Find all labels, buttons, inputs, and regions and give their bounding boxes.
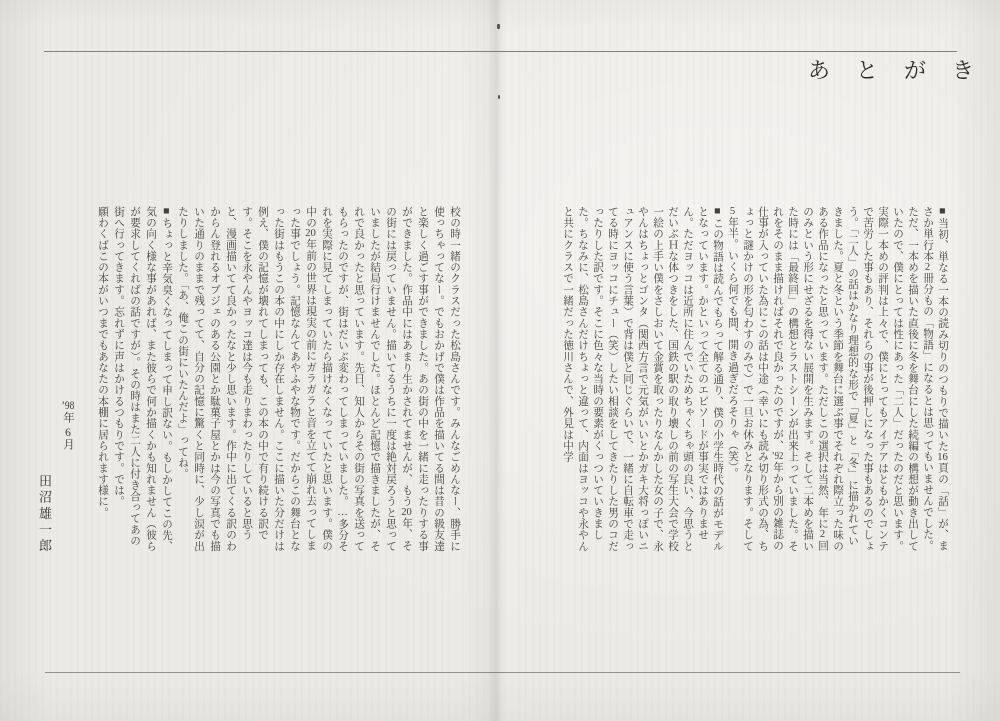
afterword-text-left-page bbox=[52, 206, 462, 554]
signature-date: ’98年6月 bbox=[61, 400, 75, 454]
paragraph: 校の時一緒のクラスだった松島さんです。みんなごめんなー、勝手に使っちゃってなー。でもおかげで僕は作品を描いてる間は昔の級友達と楽しく過ごす事ができました。あの街の中を一緒に走ったりする事ができました。作品中にはあまり生かされてませんが、もう20年、その街には戻っていません。描いてるうちに一度は絶対戻ろうと思っていましたが結局行けませんでした。ほとんど記憶で描きましたが、それで良かったと思っています。先日、知人からその街の写真を送ってもらったのですが、街はだいぶ変わってしまっていました。…多分それを実際に見てしまっていたら描けなくなっていたと思います。僕の中の20年前の世界は現実の前にガラガラと音を立てて崩れ去ってしまった事でしょう。記憶なんてあやふやな物です。だからこの舞台となった街はもうこの本の中にしか存在しません。ここに描いた分だけは例え、僕の記憶が壊れてしまっても、この本の中で有り続ける訳です。そこを永やんやヨッコ達は今も走りまわったりしていると思うと、漫画描いてて良かったなと少し思います。作中に出てくる訳のわからん登れるオブジェのある公園とか駄菓子屋とかは今の写真でも描いた通りのままで残ってて、自分の記憶に驚くと同時に、少し涙が出たりしました。「あ、俺この街にいたんだよ」ってね。 bbox=[177, 206, 460, 553]
afterword-text-right-page bbox=[540, 206, 950, 554]
paragraph: 願わくばこの本がいつまでもあなたの本棚に居られます様に。 bbox=[97, 206, 108, 519]
scan-speck bbox=[498, 95, 500, 99]
afterword-title: あとがき bbox=[808, 58, 1000, 83]
page-gutter-shadow bbox=[488, 0, 506, 721]
signature-author-name: 田沼雄一郎 bbox=[37, 474, 52, 555]
paragraph: ■この物語は読んでもらって解る通り、僕の小学生時代の話がモデルとなっています。かといって全てのエピソードが事実ではありません。ただヨッコは近所に住んでいためちゃくちゃ頭の良い、今思うとだいぶＨな体つきをした、国鉄の駅の取り壊しの前の写生大会で学校一絵の上手い僕をさしおいて金賞を取ったりなんかした女の子で、永やんはちょっとゴンタ（関西方言で元気がいいとかガキ大将っぽいニュアンスに使う言葉）で背は僕と同じぐらいで、一緒に自転車で走ってる時にヨッコにチュー（笑）したい相談をしてきたりした男のコだったりした訳です。そこに色々な当時の要素がくっついていきました。ちなみに、松島さんだけちょっと違って、内面はヨッコや永やんと共にクラスで一緒だった徳川さんで、外見は中学 bbox=[562, 206, 723, 553]
paragraph: ■ちょっと辛気臭くなってしまって申し訳ない。もしかしてこの先、気の向く様な事があれば、また彼らで何か描くかも知れません（彼らが要求してくればの話ですが）。その時はまた二人に付き合ってあの街へ行ってきます。忘れずに声はかけるつもりです。では。 bbox=[113, 206, 172, 553]
scan-speck bbox=[497, 24, 500, 29]
paragraph: ■当初、単なる一本の読み切りのつもりで描いた16頁の「話」が、まさか単行本2冊分もの「物語」になるとは思ってもいませんでした。ただ、一本めを描いた直後に冬を舞台にした続編の構想が動き出していたので、僕にとっては性にあった「二人」だったのだと思います。実際一本めの評判は上々で、僕にとってもアイデアはともかくコンテで苦労した事もあり、それらの事が後押しになった事もあるのでしょう。「二人」の話はかなり理想的な形で「夏」と「冬」に描かれていきました。夏と冬という季節を舞台に選ぶ事でそれぞれ際立った味のある作品になったと思っています。ただしこの選択は当然、年に2回のみという形にせざるを得ない展開を生みます。そして二本めを描いた時には「最終回」の構想とラストシーンが出来上っていました。それをそのまま描ければそれで良かったのですが、’92年から別の雑誌の仕事が入っていた為にこの話は中途（幸いにも読み切り形式の為、ちょっと謎かけの形を匂わすのみで）で一旦お休みとなります。そして5年半。いくら何でも間、開き過ぎだろそりゃ（笑）。 bbox=[727, 206, 948, 552]
